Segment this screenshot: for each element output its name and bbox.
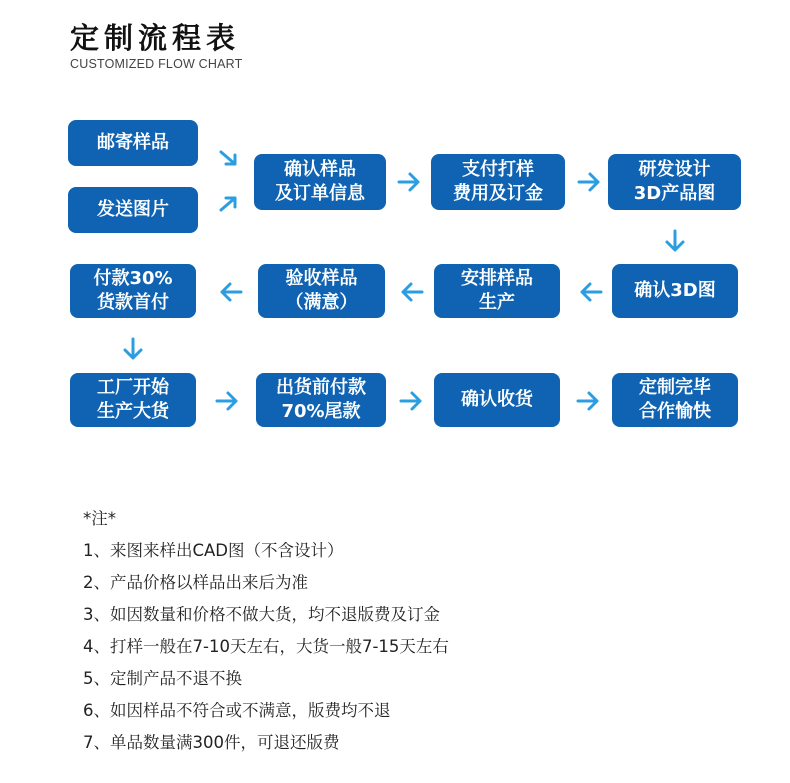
step-confirm-3d: 确认3D图 xyxy=(612,264,738,318)
step-send-image: 发送图片 xyxy=(68,187,198,233)
step-develop-design: 研发设计 3D产品图 xyxy=(608,154,741,210)
arrow-down-icon xyxy=(662,228,688,254)
arrow-left-icon xyxy=(399,279,425,305)
step-confirm-sample: 确认样品 及订单信息 xyxy=(254,154,386,210)
arrow-left-icon xyxy=(578,279,604,305)
page-subtitle: CUSTOMIZED FLOW CHART xyxy=(70,57,243,71)
note-item: 2、产品价格以样品出来后为准 xyxy=(83,573,308,592)
arrow-right-icon xyxy=(396,169,422,195)
step-mail-sample: 邮寄样品 xyxy=(68,120,198,166)
note-item: 4、打样一般在7-10天左右，大货一般7-15天左右 xyxy=(83,637,449,656)
arrow-right-icon xyxy=(576,169,602,195)
note-item: 6、如因样品不符合或不满意，版费均不退 xyxy=(83,701,391,720)
step-inspect-sample: 验收样品 （满意） xyxy=(258,264,385,318)
note-item: 7、单品数量满300件，可退还版费 xyxy=(83,733,340,752)
step-pay-70-percent: 出货前付款 70%尾款 xyxy=(256,373,386,427)
step-arrange-sample: 安排样品 生产 xyxy=(434,264,560,318)
arrow-down-icon xyxy=(120,336,146,362)
arrow-right-icon xyxy=(575,388,601,414)
arrow-down-right-icon xyxy=(216,146,242,172)
arrow-left-icon xyxy=(218,279,244,305)
note-item: 3、如因数量和价格不做大货，均不退版费及订金 xyxy=(83,605,440,624)
notes-section xyxy=(83,503,449,759)
arrow-right-icon xyxy=(214,388,240,414)
step-factory-production: 工厂开始 生产大货 xyxy=(70,373,196,427)
step-pay-30-percent: 付款30% 货款首付 xyxy=(70,264,196,318)
step-complete: 定制完毕 合作愉快 xyxy=(612,373,738,427)
arrow-right-icon xyxy=(398,388,424,414)
note-item: 5、定制产品不退不换 xyxy=(83,669,242,688)
page-title: 定制流程表 xyxy=(70,21,241,55)
step-pay-sample-fee: 支付打样 费用及订金 xyxy=(431,154,565,210)
note-item: 1、来图来样出CAD图（不含设计） xyxy=(83,541,344,560)
notes-heading: *注* xyxy=(83,509,116,528)
arrow-up-right-icon xyxy=(216,190,242,216)
step-confirm-receipt: 确认收货 xyxy=(434,373,560,427)
